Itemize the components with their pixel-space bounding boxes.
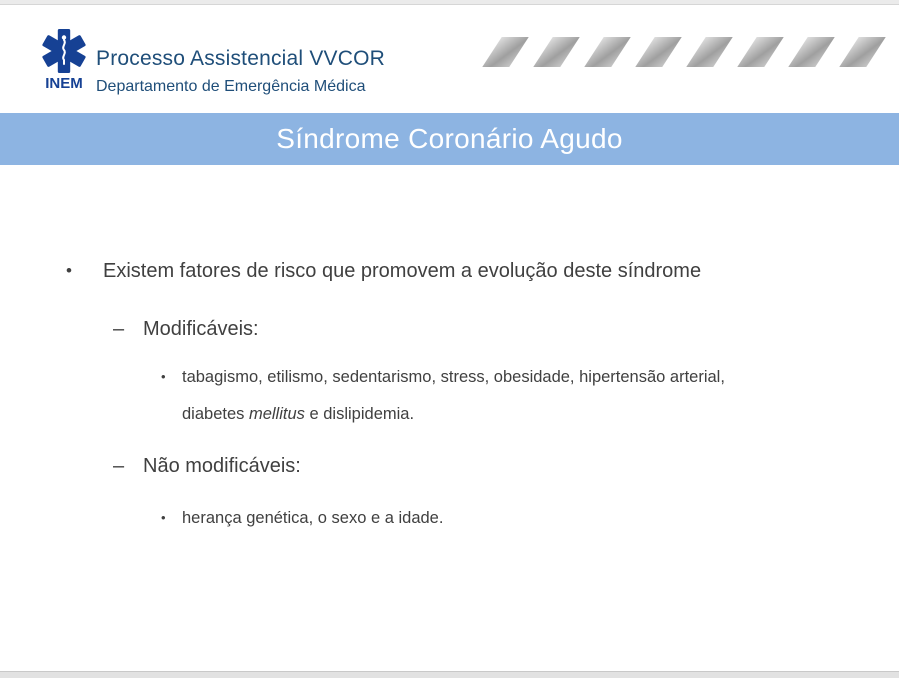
header-text-block bbox=[96, 47, 385, 96]
stripe bbox=[839, 37, 885, 67]
inem-logo-text: INEM bbox=[45, 75, 83, 91]
level3-bullet-glyph: • bbox=[161, 510, 166, 525]
bottom-edge-strip bbox=[0, 671, 899, 678]
department-subtitle: Departamento de Emergência Médica bbox=[96, 78, 366, 95]
slide-header bbox=[0, 5, 899, 113]
stripe bbox=[533, 37, 579, 67]
stripe bbox=[635, 37, 681, 67]
star-of-life-icon bbox=[42, 29, 86, 73]
level1-bullet-glyph: • bbox=[66, 261, 72, 280]
item-text: herança genética, o sexo e a idade. bbox=[182, 509, 444, 527]
sub-bullet-label: Não modificáveis: bbox=[143, 455, 301, 477]
item-text-post: e dislipidemia. bbox=[304, 405, 415, 423]
sub-sub-bullet-non-modifiable bbox=[161, 509, 443, 528]
sub-sub-bullet-modifiable-line1 bbox=[161, 368, 725, 387]
stripe bbox=[737, 37, 783, 67]
item-text: tabagismo, etilismo, sedentarismo, stress, obesidade, hipertensão arterial, bbox=[182, 368, 725, 386]
sub-bullet-non-modifiable bbox=[113, 455, 301, 478]
decorative-stripes bbox=[492, 37, 876, 67]
stripe bbox=[584, 37, 630, 67]
level2-dash-glyph: – bbox=[113, 455, 125, 477]
stripe bbox=[482, 37, 528, 67]
bullet-text: Existem fatores de risco que promovem a evolução deste síndrome bbox=[103, 260, 702, 282]
sub-bullet-modifiable bbox=[113, 318, 259, 341]
bullet-item-risk-factors bbox=[66, 260, 701, 283]
sub-sub-bullet-modifiable-line2 bbox=[182, 405, 414, 424]
level3-bullet-glyph: • bbox=[161, 369, 166, 384]
slide-title-banner: Síndrome Coronário Agudo bbox=[0, 113, 899, 165]
stripe bbox=[686, 37, 732, 67]
sub-bullet-label: Modificáveis: bbox=[143, 318, 259, 340]
stripe bbox=[788, 37, 834, 67]
inem-star-of-life-logo bbox=[37, 27, 91, 91]
item-text-pre: diabetes bbox=[182, 405, 249, 423]
program-title: Processo Assistencial VVCOR bbox=[96, 47, 386, 70]
level2-dash-glyph: – bbox=[113, 318, 125, 340]
slide-body bbox=[0, 165, 899, 671]
item-text-italic: mellitus bbox=[248, 405, 305, 423]
